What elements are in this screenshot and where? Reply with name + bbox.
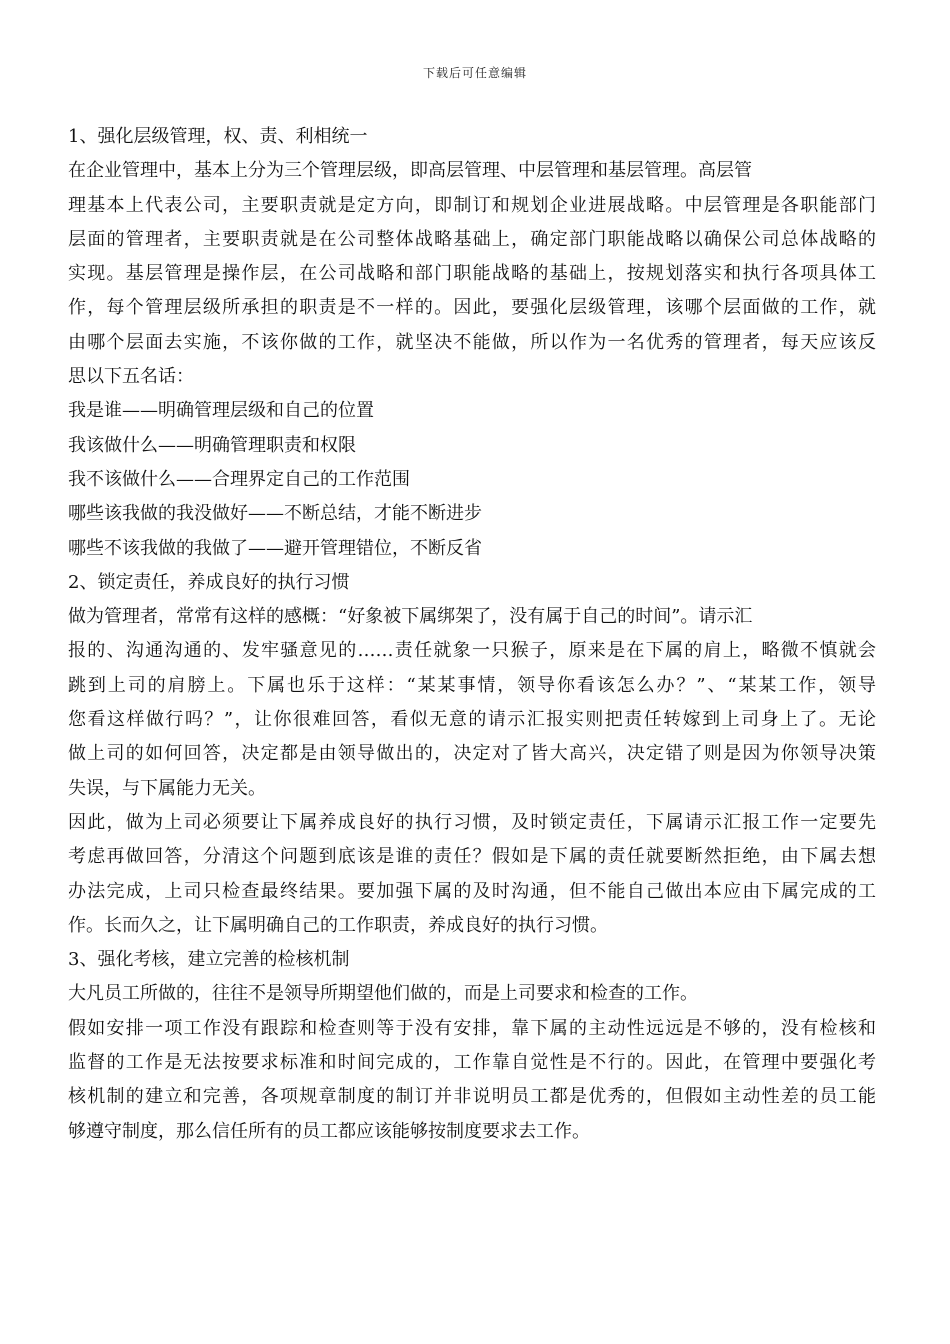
paragraph-line: 因此，做为上司必须要让下属养成良好的执行习惯，及时锁定责任，下属请示汇报工作一定要先 [68,811,876,833]
paragraph-line: 作。长而久之，让下属明确自己的工作职责，养成良好的执行习惯。 [68,914,608,936]
paragraph-line: 报的、沟通沟通的、发牢骚意见的……责任就象一只猴子，原来是在下属的肩上，略微不慎就会 [68,640,876,662]
paragraph-line: 层面的管理者，主要职责就是在公司整体战略基础上，确定部门职能战略以确保公司总体战略的 [68,228,876,250]
list-item: 我是谁——明确管理层级和自己的位置 [68,400,374,422]
paragraph-line: 做为管理者，常常有这样的感概：“好象被下属绑架了，没有属于自己的时间”。请示汇 [68,606,753,628]
paragraph-line: 假如安排一项工作没有跟踪和检查则等于没有安排，靠下属的主动性远远是不够的，没有检核和 [68,1017,876,1039]
list-item: 哪些不该我做的我做了——避开管理错位，不断反省 [68,537,482,559]
list-item: 我该做什么——明确管理职责和权限 [68,434,356,456]
paragraph-line: 理基本上代表公司，主要职责就是定方向，即制订和规划企业进展战略。中层管理是各职能部门 [68,194,876,216]
paragraph-line: 作，每个管理层级所承担的职责是不一样的。因此，要强化层级管理，该哪个层面做的工作，就 [68,297,876,319]
paragraph-line: 考虑再做回答，分清这个问题到底该是谁的责任？假如是下属的责任就要断然拒绝，由下属去想 [68,846,876,868]
paragraph-line: 大凡员工所做的，往往不是领导所期望他们做的，而是上司要求和检查的工作。 [68,983,698,1005]
section-heading-3: 3、强化考核，建立完善的检核机制 [68,949,350,971]
paragraph-line: 思以下五名话： [68,366,194,388]
list-item: 我不该做什么——合理界定自己的工作范围 [68,468,410,490]
paragraph-line: 实现。基层管理是操作层，在公司战略和部门职能战略的基础上，按规划落实和执行各项具体工 [68,263,876,285]
list-item: 哪些该我做的我没做好——不断总结，才能不断进步 [68,503,482,525]
paragraph-line: 由哪个层面去实施，不该你做的工作，就坚决不能做，所以作为一名优秀的管理者，每天应该反 [68,331,876,353]
paragraph-line: 监督的工作是无法按要求标准和时间完成的，工作靠自觉性是不行的。因此，在管理中要强化考 [68,1052,876,1074]
paragraph-line: 失误，与下属能力无关。 [68,777,266,799]
document-body [68,120,876,1149]
paragraph-line: 够遵守制度，那么信任所有的员工都应该能够按制度要求去工作。 [68,1120,590,1142]
section-heading-2: 2、锁定责任，养成良好的执行习惯 [68,571,350,593]
paragraph-line: 办法完成，上司只检查最终结果。要加强下属的及时沟通，但不能自己做出本应由下属完成的工 [68,880,876,902]
paragraph-line: 核机制的建立和完善，各项规章制度的制订并非说明员工都是优秀的，但假如主动性差的员工能 [68,1086,876,1108]
paragraph-line: 您看这样做行吗？”，让你很难回答，看似无意的请示汇报实则把责任转嫁到上司身上了。无论 [68,709,876,731]
paragraph-line: 在企业管理中，基本上分为三个管理层级，即高层管理、中层管理和基层管理。高层管 [68,160,752,182]
paragraph-line: 跳到上司的肩膀上。下属也乐于这样：“某某事情，领导你看该怎么办？”、“某某工作，领导 [68,674,876,696]
page-header: 下载后可任意编辑 [422,66,527,80]
paragraph-line: 做上司的如何回答，决定都是由领导做出的，决定对了皆大高兴，决定错了则是因为你领导决策 [68,743,876,765]
section-heading-1: 1、强化层级管理，权、责、利相统一 [68,126,368,147]
